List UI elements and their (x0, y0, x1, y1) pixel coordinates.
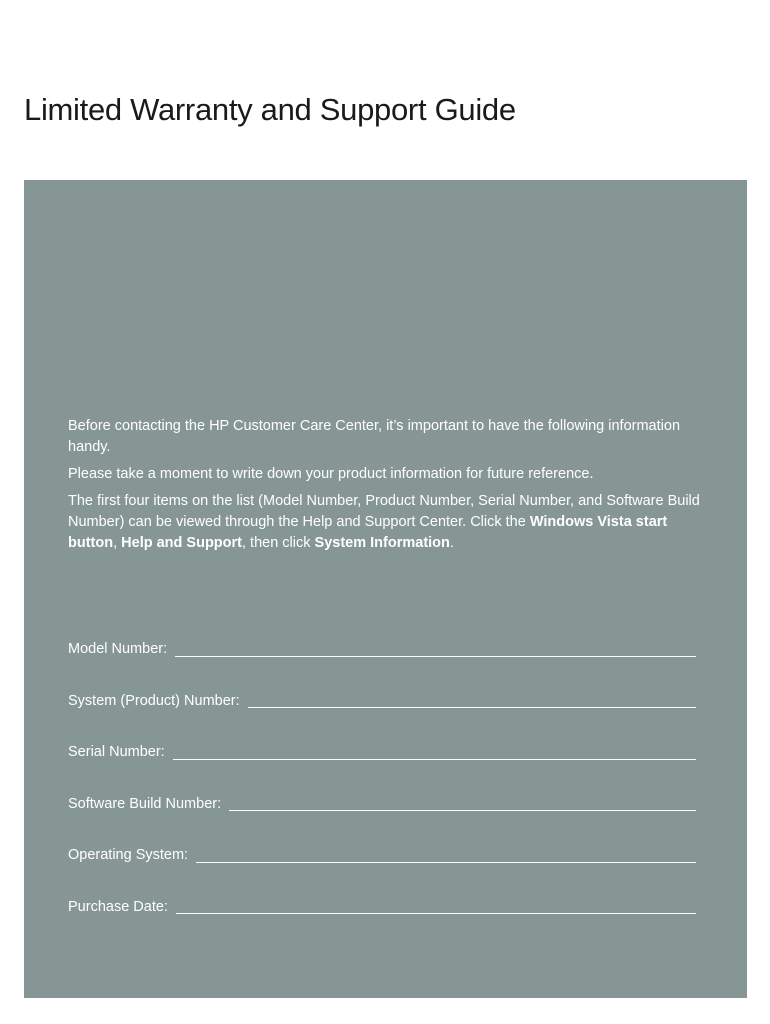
system-product-number-field (68, 657, 696, 709)
help-and-support-text: Help and Support (121, 535, 242, 551)
intro-paragraph-2: Please take a moment to write down your product information for future reference. (68, 466, 594, 482)
software-build-number-label: Software Build Number: (68, 795, 222, 812)
software-build-number-blank-line[interactable] (229, 810, 696, 811)
purchase-date-label: Purchase Date: (68, 898, 168, 915)
serial-number-label: Serial Number: (68, 744, 165, 760)
purchase-date-field (68, 863, 696, 915)
intro-text (68, 416, 708, 560)
intro-period: . (449, 535, 454, 551)
intro-paragraph-3-start: The first four items on the list (Model Number, Product Number, Serial Number, and Software Build Number) can be viewed through the Help and Support Center. Click the (68, 493, 700, 530)
operating-system-blank-line[interactable] (196, 862, 696, 863)
model-number-label: Model Number: (68, 641, 168, 657)
operating-system-field (68, 811, 696, 863)
system-product-number-label: System (Product) Number: (68, 692, 240, 709)
intro-paragraph-3 (68, 491, 708, 554)
windows-vista-start-button-text: Windows Vista start button (68, 514, 668, 551)
operating-system-label: Operating System: (68, 847, 189, 863)
intro-paragraph-1: Before contacting the HP Customer Care Center, it’s important to have the following information handy. (68, 418, 681, 455)
serial-number-field (68, 708, 696, 760)
system-information-text: System Information (314, 535, 450, 551)
model-number-blank-line[interactable] (175, 656, 696, 657)
model-number-field (68, 605, 696, 657)
purchase-date-blank-line[interactable] (176, 913, 696, 914)
software-build-number-field (68, 760, 696, 812)
info-panel (24, 180, 747, 998)
serial-number-blank-line[interactable] (173, 759, 696, 760)
page-title: Limited Warranty and Support Guide (24, 92, 516, 127)
intro-separator: , (113, 535, 122, 551)
system-product-number-blank-line[interactable] (248, 707, 696, 708)
product-info-form (68, 605, 696, 914)
intro-then-click: , then click (242, 535, 315, 551)
